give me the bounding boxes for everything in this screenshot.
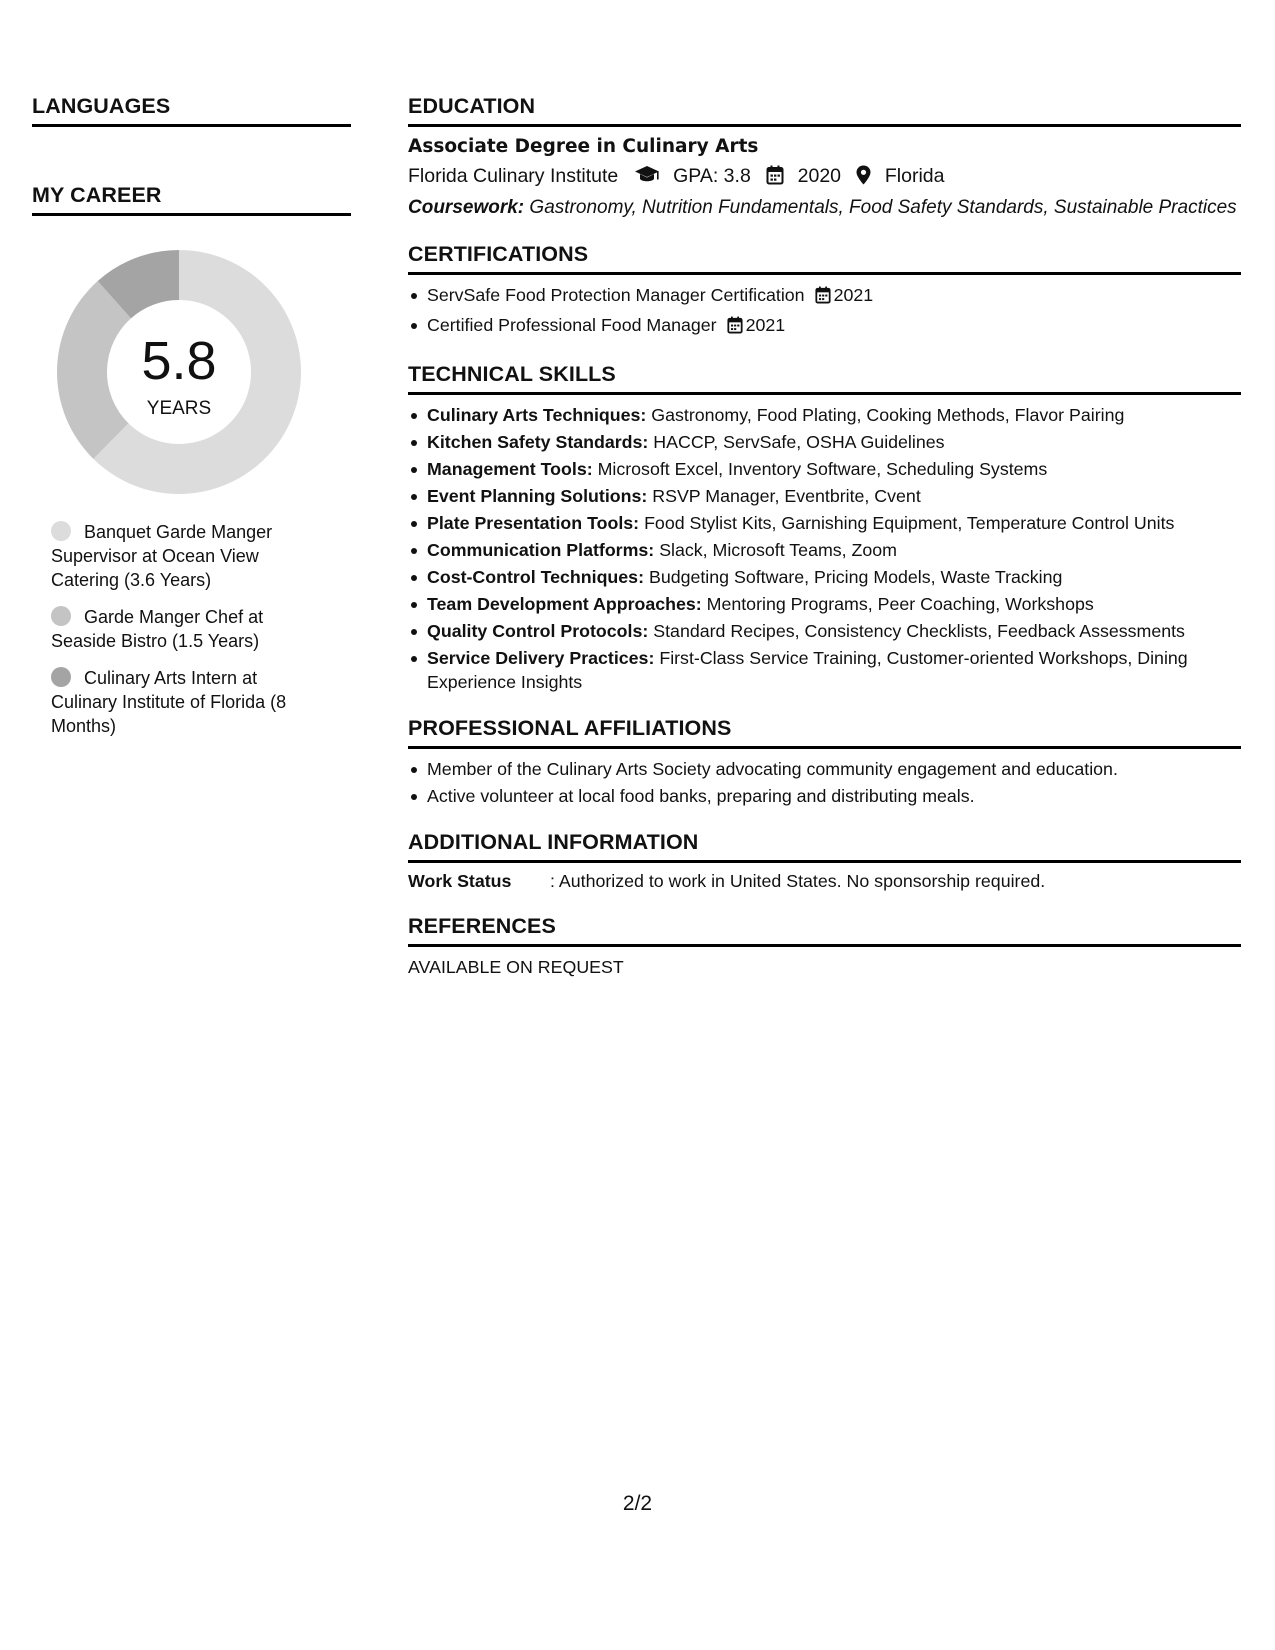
education-year: 2020 xyxy=(797,165,842,187)
skill-value: HACCP, ServSafe, OSHA Guidelines xyxy=(653,432,945,452)
list-item xyxy=(408,313,1241,340)
affiliations-list xyxy=(408,757,1241,808)
skill-label: Kitchen Safety Standards: xyxy=(427,432,649,452)
skill-label: Team Development Approaches: xyxy=(427,594,702,614)
skill-label: Management Tools: xyxy=(427,459,593,479)
legend-dot xyxy=(51,606,71,626)
career-donut-chart xyxy=(57,250,301,494)
legend-item xyxy=(51,520,311,592)
education-heading: EDUCATION xyxy=(408,94,1241,127)
skills-list xyxy=(408,403,1241,694)
career-years-unit: YEARS xyxy=(146,398,212,419)
list-item xyxy=(408,565,1241,589)
legend-label: Culinary Arts Intern at Culinary Institute of Florida (8 Months) xyxy=(51,668,287,736)
cert-name: Certified Professional Food Manager xyxy=(427,315,717,335)
education-school: Florida Culinary Institute xyxy=(408,165,619,187)
skill-value: Budgeting Software, Pricing Models, Waste Tracking xyxy=(648,567,1063,587)
certifications-list xyxy=(408,283,1241,340)
calendar-icon xyxy=(727,316,743,340)
cert-year: 2021 xyxy=(745,315,786,335)
education-details xyxy=(408,163,1241,192)
list-item xyxy=(408,403,1241,427)
skill-label: Event Planning Solutions: xyxy=(427,486,648,506)
calendar-icon xyxy=(766,165,784,192)
work-status-row xyxy=(408,871,1241,892)
skill-value: Slack, Microsoft Teams, Zoom xyxy=(659,540,897,560)
map-pin-icon xyxy=(856,165,871,192)
list-item xyxy=(408,619,1241,643)
career-total-years: 5.8 xyxy=(141,331,217,391)
skill-label: Service Delivery Practices: xyxy=(427,648,655,668)
legend-item xyxy=(51,666,311,738)
work-status-label: Work Status xyxy=(408,871,512,891)
legend-label: Banquet Garde Manger Supervisor at Ocean View Catering (3.6 Years) xyxy=(51,522,273,590)
cert-year: 2021 xyxy=(833,285,874,305)
career-heading: MY CAREER xyxy=(32,183,351,216)
cert-name: ServSafe Food Protection Manager Certification xyxy=(427,285,805,305)
right-column xyxy=(408,94,1241,978)
list-item xyxy=(408,538,1241,562)
calendar-icon xyxy=(815,286,831,310)
legend-item xyxy=(51,605,311,653)
references-heading: REFERENCES xyxy=(408,914,1241,947)
skill-label: Culinary Arts Techniques: xyxy=(427,405,647,425)
education-coursework xyxy=(408,196,1241,220)
list-item xyxy=(408,511,1241,535)
graduation-cap-icon xyxy=(634,165,660,192)
skill-label: Cost-Control Techniques: xyxy=(427,567,644,587)
list-item xyxy=(408,646,1241,694)
education-degree: Associate Degree in Culinary Arts xyxy=(408,136,759,157)
skill-label: Quality Control Protocols: xyxy=(427,621,649,641)
additional-info-heading: ADDITIONAL INFORMATION xyxy=(408,830,1241,863)
skill-value: RSVP Manager, Eventbrite, Cvent xyxy=(652,486,921,506)
references-text: AVAILABLE ON REQUEST xyxy=(408,957,624,977)
skill-label: Communication Platforms: xyxy=(427,540,655,560)
certifications-heading: CERTIFICATIONS xyxy=(408,242,1241,275)
career-legend xyxy=(51,520,311,738)
languages-heading: LANGUAGES xyxy=(32,94,351,127)
education-location: Florida xyxy=(884,165,945,187)
skill-value: Microsoft Excel, Inventory Software, Scheduling Systems xyxy=(597,459,1048,479)
page-number: 2/2 xyxy=(622,1492,653,1515)
skill-value: First-Class Service Training, Customer-oriented Workshops, Dining Experience Insights xyxy=(427,648,1188,692)
work-status-value: : Authorized to work in United States. No sponsorship required. xyxy=(550,871,1046,891)
legend-dot xyxy=(51,667,71,687)
skill-value: Food Stylist Kits, Garnishing Equipment, Temperature Control Units xyxy=(644,513,1175,533)
list-item: Active volunteer at local food banks, preparing and distributing meals. xyxy=(408,784,1241,808)
coursework-text: Gastronomy, Nutrition Fundamentals, Food Safety Standards, Sustainable Practices xyxy=(529,197,1237,218)
skill-label: Plate Presentation Tools: xyxy=(427,513,640,533)
coursework-label: Coursework: xyxy=(408,197,525,218)
skill-value: Mentoring Programs, Peer Coaching, Workshops xyxy=(706,594,1094,614)
legend-dot xyxy=(51,521,71,541)
list-item xyxy=(408,484,1241,508)
list-item xyxy=(408,283,1241,310)
list-item xyxy=(408,430,1241,454)
legend-label: Garde Manger Chef at Seaside Bistro (1.5 Years) xyxy=(51,607,264,651)
skill-value: Standard Recipes, Consistency Checklists, Feedback Assessments xyxy=(653,621,1185,641)
list-item xyxy=(408,457,1241,481)
left-column xyxy=(32,94,351,751)
skill-value: Gastronomy, Food Plating, Cooking Methods, Flavor Pairing xyxy=(651,405,1125,425)
skills-heading: TECHNICAL SKILLS xyxy=(408,362,1241,395)
education-gpa: GPA: 3.8 xyxy=(673,165,751,187)
list-item xyxy=(408,592,1241,616)
list-item: Member of the Culinary Arts Society advocating community engagement and education. xyxy=(408,757,1241,781)
donut-center xyxy=(57,250,301,494)
affiliations-heading: PROFESSIONAL AFFILIATIONS xyxy=(408,716,1241,749)
